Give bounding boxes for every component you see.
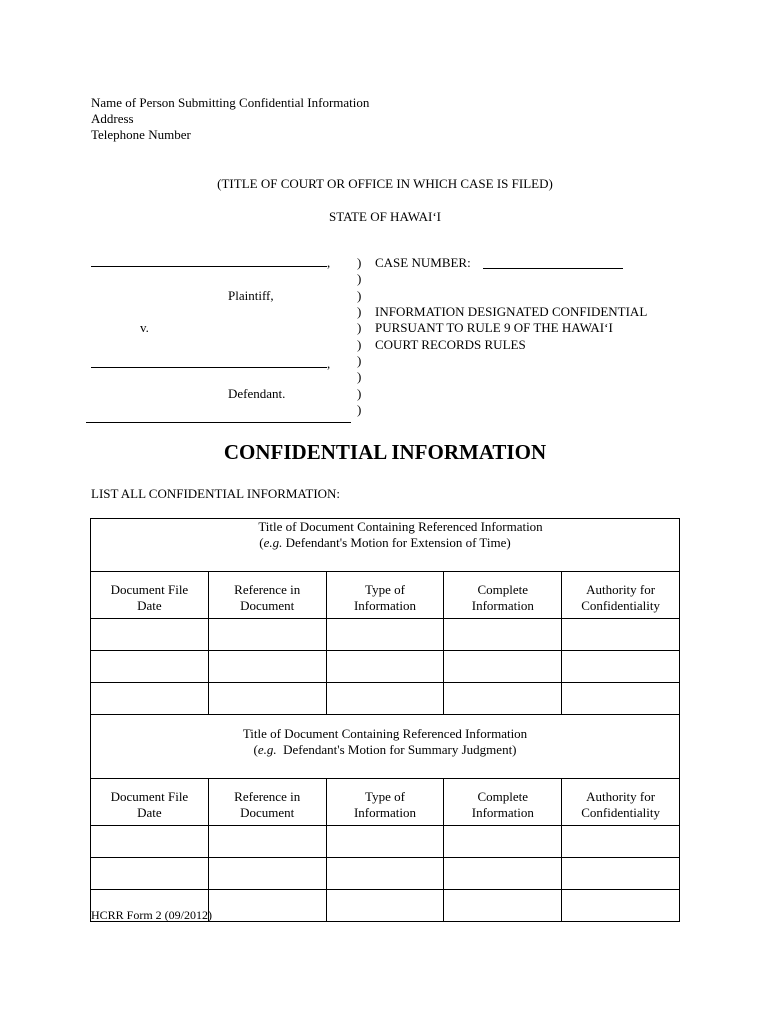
column-header-line: Type of [365, 789, 405, 804]
entry-cell[interactable] [562, 826, 680, 858]
entry-cell[interactable] [326, 619, 444, 651]
column-header-line: Authority for [586, 789, 656, 804]
table-row [91, 858, 680, 890]
column-header-line: Type of [365, 582, 405, 597]
column-header-line: Date [137, 805, 162, 820]
column-header-line: Document File [110, 789, 189, 804]
document-title-example: (e.g. Defendant's Motion for Summary Judgment) [253, 742, 517, 757]
column-header-line: Complete [477, 582, 529, 597]
submitter-address-label: Address [91, 111, 134, 126]
caption-paren: ) [357, 353, 362, 368]
example-text: Defendant's Motion for Extension of Time) [282, 535, 511, 550]
caption-paren: ) [357, 320, 362, 335]
column-header-line: Document File [110, 582, 189, 597]
caption-paren: ) [357, 288, 362, 303]
entry-cell[interactable] [208, 619, 326, 651]
column-header [444, 779, 562, 826]
column-header [91, 572, 209, 619]
column-header [444, 572, 562, 619]
column-header [208, 779, 326, 826]
column-header-line: Complete [477, 789, 529, 804]
defendant-comma: , [327, 356, 331, 371]
submitter-name-label: Name of Person Submitting Confidential Information [91, 95, 370, 110]
court-title: (TITLE OF COURT OR OFFICE IN WHICH CASE IS FILED) [217, 176, 553, 191]
table-row [91, 683, 680, 715]
entry-cell[interactable] [91, 683, 209, 715]
caption-paren: ) [357, 271, 362, 286]
column-header-line: Reference in [234, 582, 301, 597]
column-header [562, 779, 680, 826]
form-footer: HCRR Form 2 (09/2012) [91, 908, 213, 922]
entry-cell[interactable] [562, 858, 680, 890]
entry-cell[interactable] [91, 858, 209, 890]
column-header-line: Reference in [234, 789, 301, 804]
entry-cell[interactable] [208, 858, 326, 890]
document-title-example: (e.g. Defendant's Motion for Extension of Time) [259, 535, 511, 550]
document-title-label: Title of Document Containing Referenced Information [258, 519, 543, 534]
column-header [91, 779, 209, 826]
column-header [326, 572, 444, 619]
column-header-line: Information [471, 805, 534, 820]
caption-paren: ) [357, 337, 362, 352]
designation-line-2: PURSUANT TO RULE 9 OF THE HAWAI‘I [375, 320, 613, 335]
case-number-field[interactable] [483, 268, 623, 269]
entry-cell[interactable] [444, 858, 562, 890]
entry-cell[interactable] [208, 826, 326, 858]
court-state: STATE OF HAWAI‘I [328, 209, 442, 224]
plaintiff-label: Plaintiff, [228, 288, 274, 303]
example-text: Defendant's Motion for Summary Judgment) [276, 742, 517, 757]
column-header [562, 572, 680, 619]
versus-label: v. [140, 320, 149, 335]
designation-line-1: INFORMATION DESIGNATED CONFIDENTIAL [375, 304, 648, 319]
example-prefix: e.g. [263, 535, 283, 550]
example-prefix: e.g. [257, 742, 277, 757]
entry-cell[interactable] [444, 826, 562, 858]
case-number-label: CASE NUMBER: [375, 255, 471, 270]
entry-cell[interactable] [444, 619, 562, 651]
plaintiff-comma: , [327, 255, 331, 270]
entry-cell[interactable] [326, 826, 444, 858]
entry-cell[interactable] [326, 858, 444, 890]
caption-bottom-rule [86, 422, 351, 423]
entry-cell[interactable] [444, 890, 562, 922]
entry-cell[interactable] [444, 683, 562, 715]
entry-cell[interactable] [562, 651, 680, 683]
table-row [91, 651, 680, 683]
entry-cell[interactable] [208, 683, 326, 715]
form-title: CONFIDENTIAL INFORMATION [223, 440, 547, 464]
entry-cell[interactable] [326, 651, 444, 683]
confidential-info-table-1 [90, 518, 680, 922]
caption-paren: ) [357, 304, 362, 319]
document-title-cell[interactable] [91, 519, 680, 572]
caption-paren: ) [357, 402, 362, 417]
column-header [326, 779, 444, 826]
entry-cell[interactable] [91, 619, 209, 651]
entry-cell[interactable] [562, 683, 680, 715]
column-header-line: Authority for [586, 582, 656, 597]
table-row [91, 619, 680, 651]
column-header-line: Document [240, 598, 295, 613]
entry-cell[interactable] [326, 890, 444, 922]
defendant-label: Defendant. [228, 386, 286, 401]
entry-cell[interactable] [208, 890, 326, 922]
column-header-line: Confidentiality [581, 598, 660, 613]
entry-cell[interactable] [326, 683, 444, 715]
column-header-line: Confidentiality [581, 805, 660, 820]
table-row [91, 826, 680, 858]
entry-cell[interactable] [91, 826, 209, 858]
entry-cell[interactable] [208, 651, 326, 683]
submitter-phone-label: Telephone Number [91, 127, 191, 142]
list-instruction: LIST ALL CONFIDENTIAL INFORMATION: [91, 486, 341, 501]
caption-paren: ) [357, 369, 362, 384]
document-title-label: Title of Document Containing Referenced Information [242, 726, 528, 741]
column-header [208, 572, 326, 619]
document-title-cell[interactable] [91, 715, 680, 779]
defendant-name-line[interactable] [91, 367, 327, 368]
designation-line-3: COURT RECORDS RULES [375, 337, 526, 352]
entry-cell[interactable] [562, 890, 680, 922]
column-header-line: Date [137, 598, 162, 613]
column-header-line: Information [353, 805, 417, 820]
caption-paren: ) [357, 386, 362, 401]
plaintiff-name-line[interactable] [91, 266, 327, 267]
entry-cell[interactable] [562, 619, 680, 651]
column-header-line: Information [471, 598, 534, 613]
entry-cell[interactable] [444, 651, 562, 683]
caption-paren: ) [357, 255, 362, 270]
entry-cell[interactable] [91, 651, 209, 683]
column-header-line: Document [240, 805, 295, 820]
column-header-line: Information [353, 598, 417, 613]
